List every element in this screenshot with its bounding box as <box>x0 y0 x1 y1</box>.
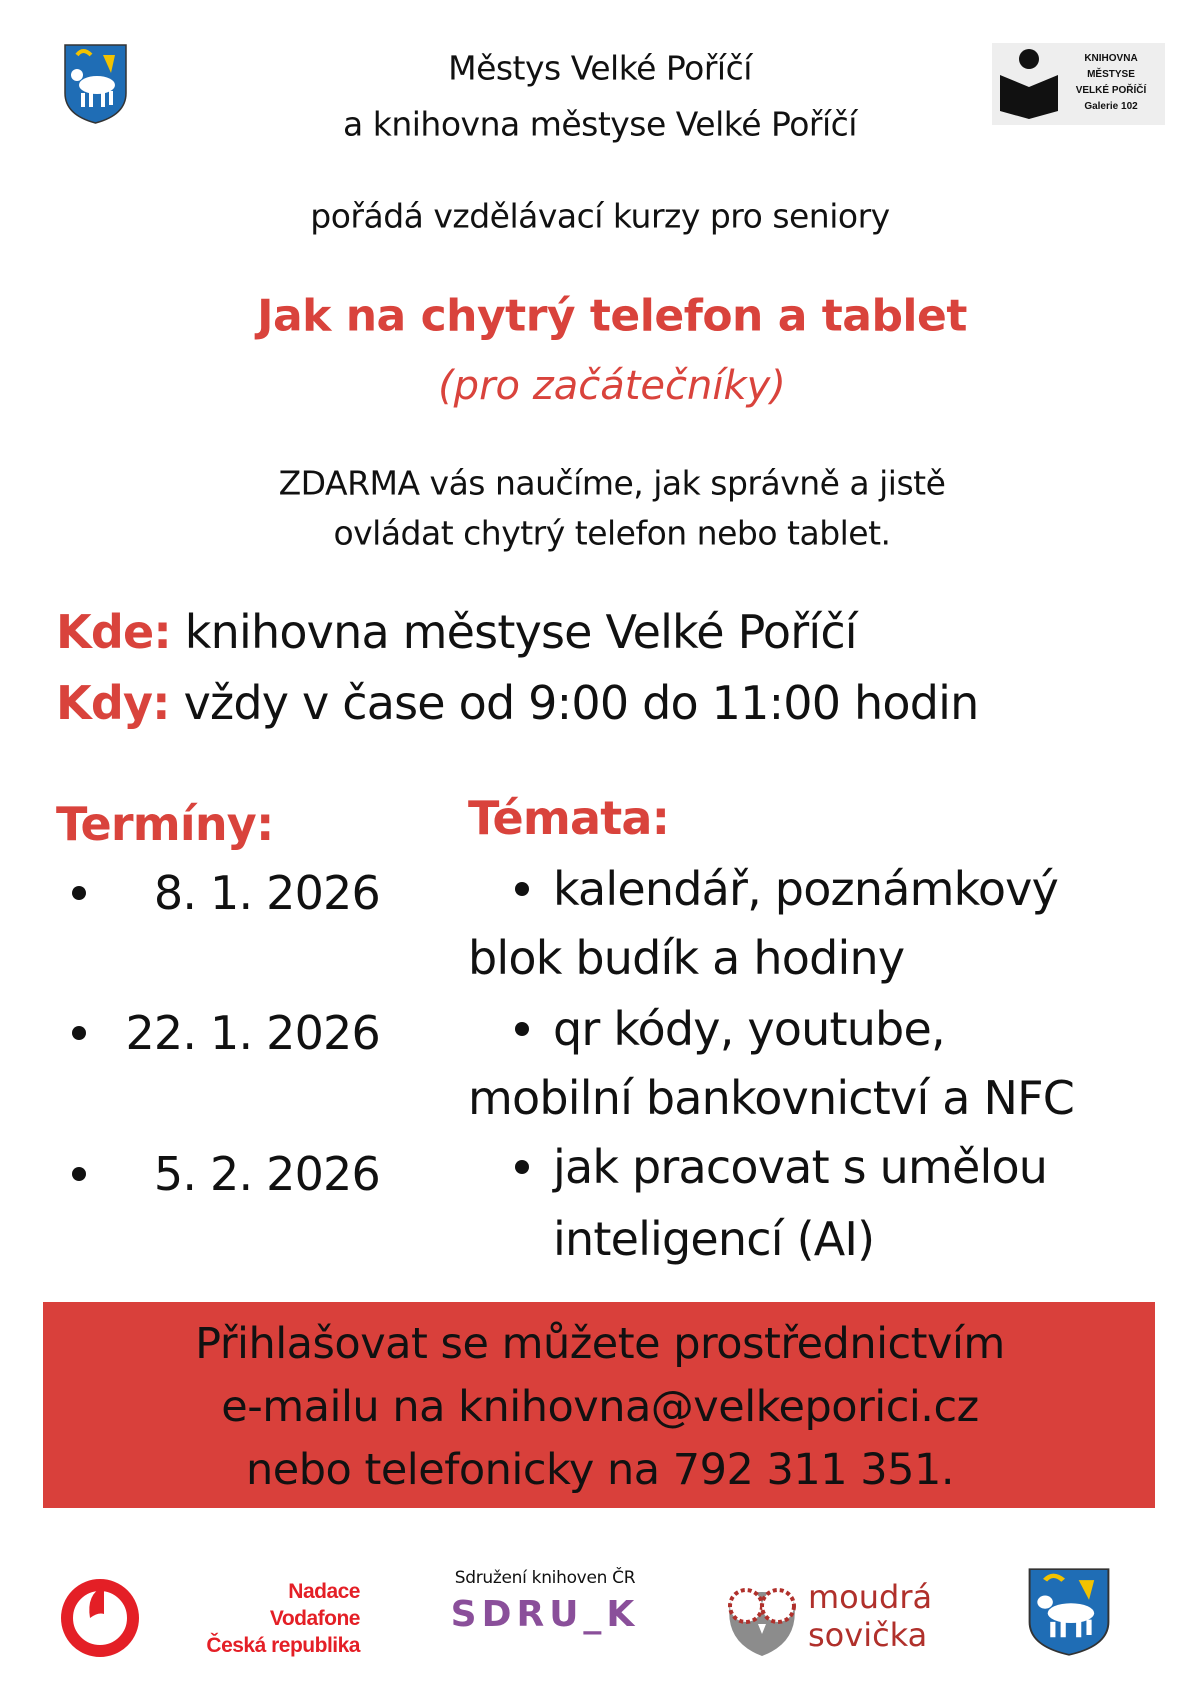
course-subtitle: (pro začátečníky) <box>438 363 786 409</box>
topic-line: qr kódy, youtube, <box>553 1002 945 1056</box>
topic-line: mobilní bankovnictví a NFC <box>468 1071 1075 1125</box>
library-logo-text: MĚSTYSE <box>1087 69 1135 80</box>
library-logo-text: KNIHOVNA <box>1084 53 1138 64</box>
topic-line: kalendář, poznámkový <box>553 862 1059 916</box>
sdruk-caption: Sdružení knihoven ČR <box>454 1568 636 1588</box>
where-label: Kde: <box>56 605 171 659</box>
bullet-icon <box>515 1022 529 1036</box>
organizer-line-2: a knihovna městyse Velké Poříčí <box>343 104 857 144</box>
bullet-icon <box>72 1026 86 1040</box>
vodafone-speechmark-icon <box>60 1578 140 1658</box>
when-value: vždy v čase od 9:00 do 11:00 hodin <box>183 676 979 730</box>
vodafone-text: Vodafone <box>269 1607 360 1630</box>
date-item: 8. 1. 2026 <box>153 866 380 920</box>
moudra-sovicka-logo <box>720 1568 940 1663</box>
coat-of-arms-footer-logo <box>1027 1567 1111 1657</box>
date-item: 5. 2. 2026 <box>153 1147 380 1201</box>
bullet-icon <box>515 882 529 896</box>
intro-line-1: ZDARMA vás naučíme, jak správně a jistě <box>278 463 946 503</box>
vodafone-text: Česká republika <box>206 1634 360 1657</box>
sdruk-wordmark: SDRU_K <box>450 1594 640 1635</box>
bullet-icon <box>515 1160 529 1174</box>
library-logo-text: Galerie 102 <box>1084 101 1138 112</box>
signup-line-1: Přihlašovat se můžete prostřednictvím <box>195 1319 1005 1369</box>
organizer-line-1: Městys Velké Poříčí <box>448 48 752 88</box>
owl-icon <box>720 1572 804 1658</box>
intro-line-2: ovládat chytrý telefon nebo tablet. <box>333 513 891 553</box>
when-label: Kdy: <box>56 676 170 730</box>
course-title: Jak na chytrý telefon a tablet <box>257 290 967 342</box>
topic-line: jak pracovat s umělou <box>553 1140 1048 1194</box>
where-row <box>56 605 857 659</box>
signup-phone-line[interactable]: nebo telefonicky na 792 311 351. <box>246 1445 954 1495</box>
signup-email-line[interactable]: e-mailu na knihovna@velkeporici.cz <box>221 1382 979 1432</box>
where-value: knihovna městyse Velké Poříčí <box>184 605 857 659</box>
bullet-icon <box>72 886 86 900</box>
library-logo-text: VELKÉ POŘÍČÍ <box>1075 85 1147 96</box>
topics-label: Témata: <box>468 791 670 845</box>
sovicka-text: moudrá <box>808 1578 933 1616</box>
date-item: 22. 1. 2026 <box>125 1006 380 1060</box>
topic-line: blok budík a hodiny <box>468 931 905 985</box>
sovicka-text: sovička <box>808 1616 928 1654</box>
vodafone-foundation-logo <box>60 1578 360 1658</box>
topic-line: inteligencí (AI) <box>553 1212 875 1266</box>
organizes-text: pořádá vzdělávací kurzy pro seniory <box>310 196 890 236</box>
when-row <box>56 676 979 730</box>
vodafone-text: Nadace <box>288 1580 360 1603</box>
dates-label: Termíny: <box>56 797 274 851</box>
bullet-icon <box>72 1167 86 1181</box>
sdruk-logo <box>425 1568 665 1668</box>
